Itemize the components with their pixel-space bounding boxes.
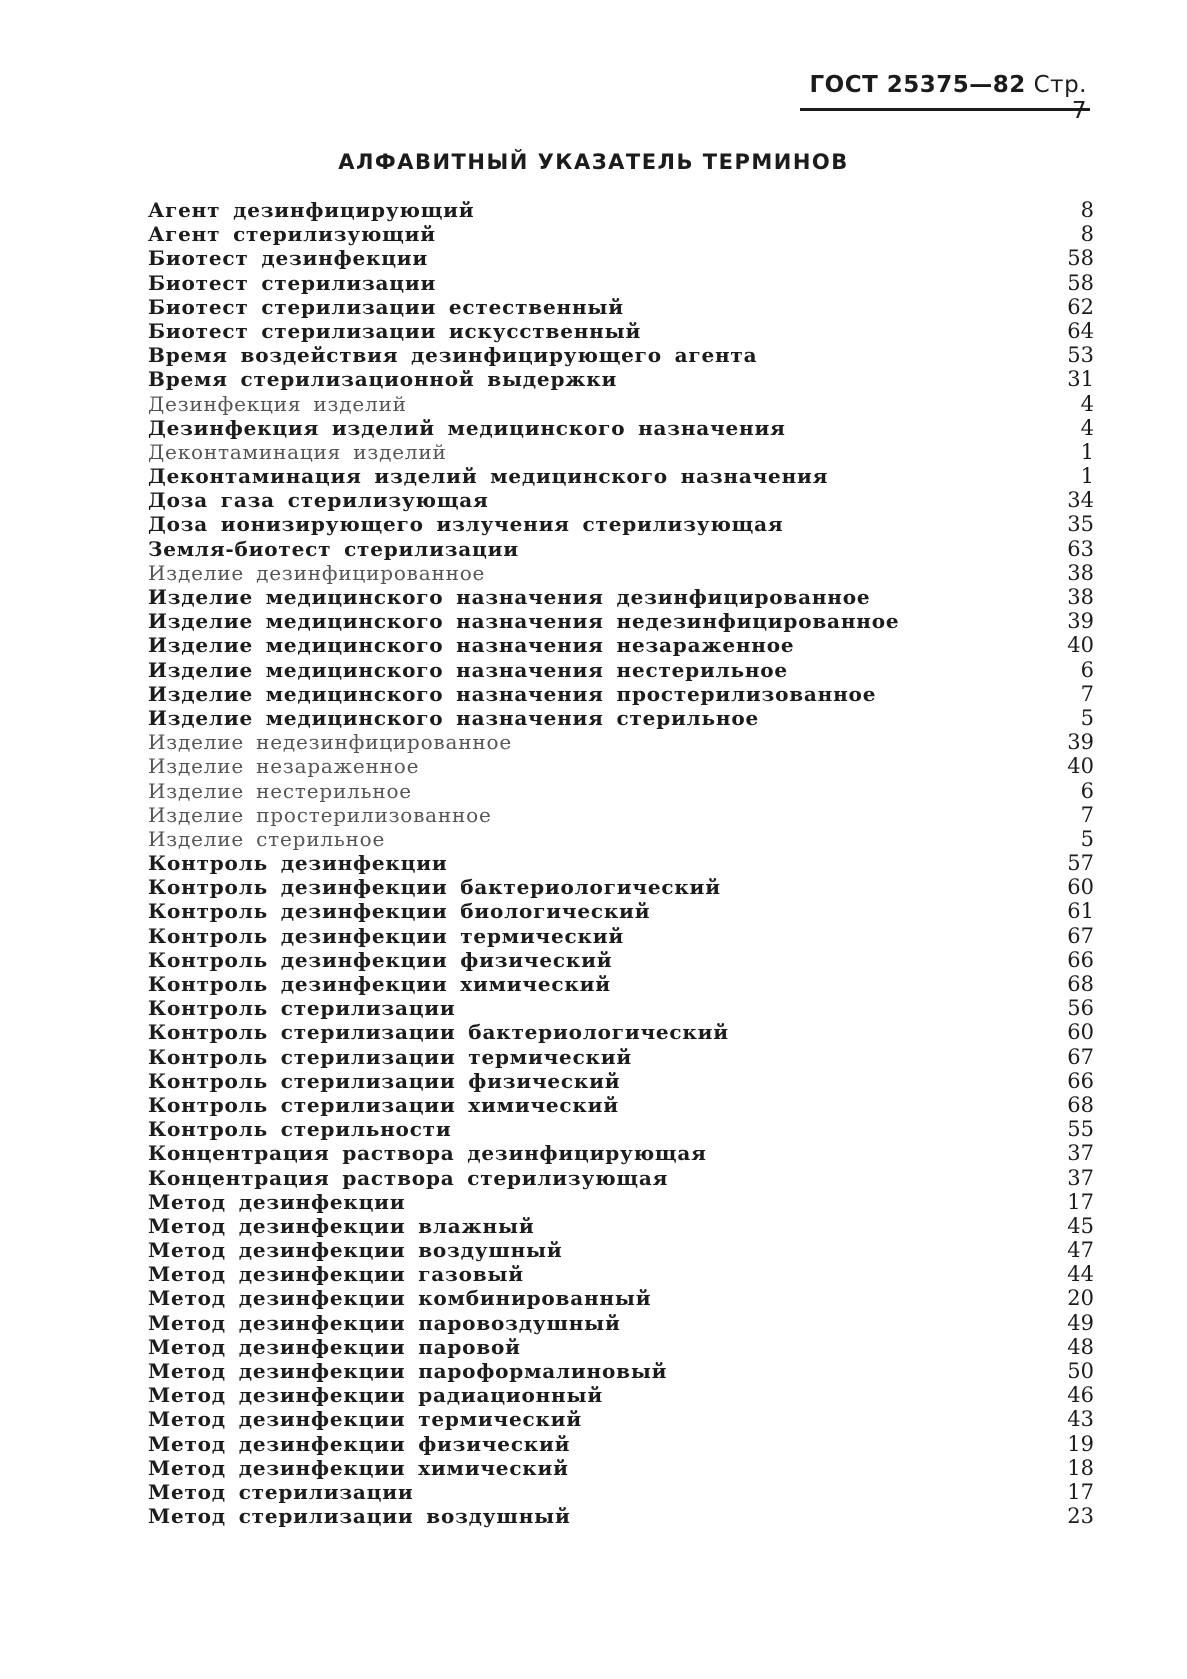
term-ref-number: 63 [1067,536,1094,561]
term-name: Контроль дезинфекции [148,851,448,876]
term-row [148,512,1094,536]
term-ref-number: 58 [1067,246,1094,271]
term-row [148,537,1094,561]
term-row [148,682,1094,706]
term-name: Метод дезинфекции влажный [148,1213,535,1238]
term-ref-number: 4 [1080,391,1094,416]
term-ref-number: 55 [1067,1117,1094,1142]
term-ref-number: 61 [1067,899,1094,924]
term-row [148,488,1094,512]
term-row [148,1432,1094,1456]
index-title: АЛФАВИТНЫЙ УКАЗАТЕЛЬ ТЕРМИНОВ [338,150,849,174]
term-name: Время воздействия дезинфицирующего агента [148,343,758,368]
term-ref-number: 4 [1080,415,1094,440]
term-row [148,1238,1094,1262]
term-row [148,1166,1094,1190]
term-name: Изделие медицинского назначения недезинфицированное [148,609,900,634]
term-ref-number: 66 [1067,1068,1094,1093]
term-ref-number: 39 [1067,730,1094,755]
term-row [148,367,1094,391]
term-ref-number: 17 [1067,1189,1094,1214]
term-ref-number: 44 [1067,1262,1094,1287]
term-row [148,633,1094,657]
term-name: Доза ионизирующего излучения стерилизующая [148,512,784,537]
term-row [148,1214,1094,1238]
term-name: Изделие медицинского назначения простерилизованное [148,681,877,706]
term-name: Изделие незараженное [148,754,420,779]
term-row [148,1045,1094,1069]
term-ref-number: 43 [1067,1407,1094,1432]
term-row [148,319,1094,343]
term-row [148,392,1094,416]
term-name: Дезинфекция изделий медицинского назначения [148,415,786,440]
term-ref-number: 47 [1067,1238,1094,1263]
term-ref-number: 48 [1067,1334,1094,1359]
term-ref-number: 60 [1067,875,1094,900]
term-name: Контроль дезинфекции термический [148,923,624,948]
term-name: Контроль стерильности [148,1117,452,1142]
term-name: Метод дезинфекции комбинированный [148,1286,652,1311]
term-row [148,609,1094,633]
term-row [148,1456,1094,1480]
term-ref-number: 58 [1067,270,1094,295]
term-row [148,585,1094,609]
term-ref-number: 5 [1080,705,1094,730]
term-ref-number: 40 [1067,633,1094,658]
term-name: Концентрация раствора дезинфицирующая [148,1141,707,1166]
term-name: Изделие медицинского назначения дезинфицированное [148,585,871,609]
term-ref-number: 67 [1067,1044,1094,1069]
header-rule [800,108,1090,111]
term-row [148,754,1094,778]
term-row [148,948,1094,972]
term-row [148,246,1094,270]
term-ref-number: 7 [1080,802,1094,827]
term-ref-number: 17 [1067,1479,1094,1504]
term-name: Биотест стерилизации естественный [148,294,624,319]
term-row [148,1020,1094,1044]
term-ref-number: 62 [1067,294,1094,319]
term-name: Изделие стерильное [148,826,386,851]
term-ref-number: 6 [1080,778,1094,803]
term-ref-number: 50 [1067,1359,1094,1383]
term-row [148,1117,1094,1141]
term-name: Метод дезинфекции пароформалиновый [148,1359,668,1383]
term-row [148,464,1094,488]
term-row [148,899,1094,923]
term-row [148,1359,1094,1383]
term-name: Биотест стерилизации искусственный [148,318,642,343]
term-name: Метод дезинфекции паровой [148,1334,521,1359]
term-ref-number: 19 [1067,1431,1094,1456]
standard-number: ГОСТ 25375—82 [809,72,1026,98]
term-name: Изделие нестерильное [148,778,412,803]
term-row [148,561,1094,585]
term-name: Время стерилизационной выдержки [148,367,618,392]
term-name: Метод дезинфекции [148,1189,406,1214]
term-name: Изделие дезинфицированное [148,560,486,585]
term-row [148,924,1094,948]
term-row [148,1383,1094,1407]
term-ref-number: 8 [1080,222,1094,247]
term-name: Агент дезинфицирующий [148,198,475,222]
term-row [148,1311,1094,1335]
term-name: Метод стерилизации [148,1479,414,1504]
term-ref-number: 37 [1067,1141,1094,1166]
term-name: Биотест стерилизации [148,270,437,295]
term-name: Изделие простерилизованное [148,802,492,827]
term-ref-number: 34 [1067,488,1094,513]
term-name: Контроль стерилизации химический [148,1092,619,1117]
term-ref-number: 64 [1067,318,1094,343]
term-ref-number: 45 [1067,1213,1094,1238]
term-name: Контроль дезинфекции биологический [148,899,651,924]
term-row [148,1407,1094,1431]
terms-index-list [148,198,1094,1528]
term-row [148,779,1094,803]
term-row [148,658,1094,682]
term-row [148,1093,1094,1117]
term-name: Концентрация раствора стерилизующая [148,1165,669,1190]
term-name: Агент стерилизующий [148,222,436,247]
term-name: Метод дезинфекции физический [148,1431,571,1456]
term-ref-number: 20 [1067,1286,1094,1311]
page-header [797,72,1087,124]
term-name: Изделие медицинского назначения незараженное [148,633,795,658]
term-name: Контроль стерилизации [148,996,456,1021]
term-ref-number: 68 [1067,1092,1094,1117]
term-name: Биотест дезинфекции [148,246,429,271]
term-row [148,996,1094,1020]
term-name: Метод стерилизации воздушный [148,1504,571,1529]
term-ref-number: 38 [1067,585,1094,609]
term-row [148,1190,1094,1214]
term-ref-number: 31 [1067,367,1094,392]
term-name: Изделие медицинского назначения стерильное [148,705,759,730]
page-number: Стр. 7 [1033,72,1087,124]
term-ref-number: 1 [1080,464,1094,489]
term-name: Метод дезинфекции газовый [148,1262,524,1287]
term-ref-number: 40 [1067,754,1094,779]
term-row [148,1504,1094,1528]
term-row [148,416,1094,440]
term-name: Контроль стерилизации бактериологический [148,1020,729,1045]
term-name: Контроль стерилизации физический [148,1068,621,1093]
term-name: Контроль стерилизации термический [148,1044,633,1069]
term-ref-number: 49 [1067,1310,1094,1335]
term-row [148,706,1094,730]
term-row [148,1141,1094,1165]
term-ref-number: 6 [1080,657,1094,682]
term-ref-number: 56 [1067,996,1094,1021]
term-ref-number: 8 [1080,198,1094,222]
term-ref-number: 38 [1067,560,1094,585]
term-name: Контроль дезинфекции химический [148,972,611,996]
term-ref-number: 60 [1067,1020,1094,1045]
term-row [148,875,1094,899]
term-name: Изделие медицинского назначения нестерильное [148,657,788,682]
term-name: Контроль дезинфекции бактериологический [148,875,721,900]
term-row [148,1286,1094,1310]
term-ref-number: 5 [1080,826,1094,851]
term-row [148,271,1094,295]
term-ref-number: 66 [1067,947,1094,972]
term-name: Деконтаминация изделий медицинского назначения [148,464,829,489]
term-ref-number: 67 [1067,923,1094,948]
term-ref-number: 37 [1067,1165,1094,1190]
term-ref-number: 53 [1067,343,1094,368]
term-name: Земля-биотест стерилизации [148,536,519,561]
term-ref-number: 46 [1067,1383,1094,1408]
term-row [148,851,1094,875]
term-ref-number: 23 [1067,1504,1094,1529]
term-name: Изделие недезинфицированное [148,730,512,755]
term-name: Дезинфекция изделий [148,391,407,416]
term-row [148,343,1094,367]
term-ref-number: 57 [1067,851,1094,876]
term-row [148,803,1094,827]
term-row [148,730,1094,754]
term-row [148,295,1094,319]
term-row [148,222,1094,246]
term-row [148,972,1094,996]
term-name: Метод дезинфекции химический [148,1455,569,1480]
term-ref-number: 1 [1080,439,1094,464]
term-name: Доза газа стерилизующая [148,488,489,513]
term-row [148,1335,1094,1359]
term-row [148,1069,1094,1093]
term-name: Метод дезинфекции воздушный [148,1238,563,1263]
term-name: Контроль дезинфекции физический [148,947,613,972]
term-row [148,827,1094,851]
term-name: Метод дезинфекции паровоздушный [148,1310,621,1335]
term-ref-number: 35 [1067,512,1094,537]
term-ref-number: 68 [1067,972,1094,996]
term-ref-number: 7 [1080,681,1094,706]
term-ref-number: 39 [1067,609,1094,634]
term-row [148,198,1094,222]
term-row [148,1480,1094,1504]
term-row [148,1262,1094,1286]
term-ref-number: 18 [1067,1455,1094,1480]
term-name: Деконтаминация изделий [148,439,447,464]
term-name: Метод дезинфекции радиационный [148,1383,603,1408]
term-name: Метод дезинфекции термический [148,1407,582,1432]
term-row [148,440,1094,464]
